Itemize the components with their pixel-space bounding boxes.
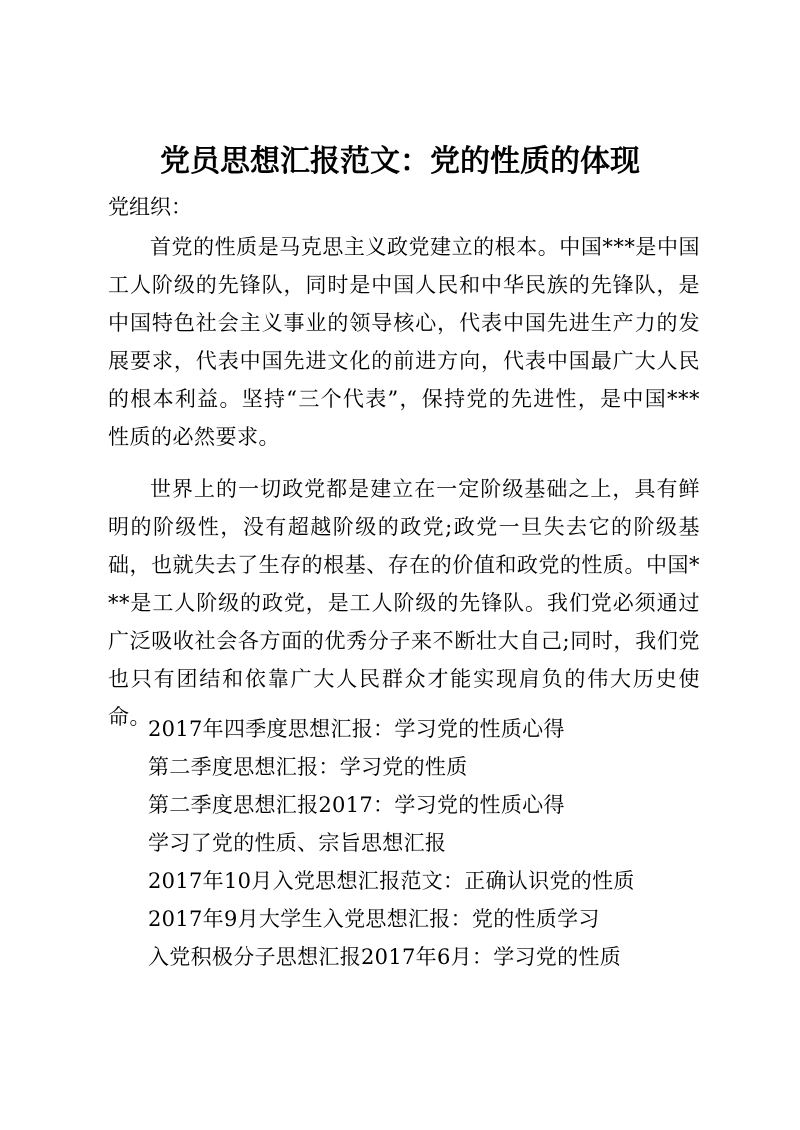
salutation: 党组织： [108,195,192,219]
related-link[interactable]: 入党积极分子思想汇报2017年6月：学习党的性质 [148,945,622,969]
document-title: 党员思想汇报范文：党的性质的体现 [160,144,640,179]
related-links-list [148,710,635,976]
related-link[interactable]: 第二季度思想汇报：学习党的性质 [148,755,468,779]
related-link[interactable]: 学习了党的性质、宗旨思想汇报 [148,831,447,855]
related-link[interactable]: 2017年四季度思想汇报：学习党的性质心得 [148,717,565,741]
body-paragraph: 世界上的一切政党都是建立在一定阶级基础之上，具有鲜明的阶级性，没有超越阶级的政党;政党一旦失去它的阶级基础，也就失去了生存的根基、存在的价值和政党的性质。中国***是工人阶级的政党，是工人阶级的先锋队。我们党必须通过广泛吸收社会各方面的优秀分子来不断壮大自己;同时，我们党也只有团结和依靠广大人民群众才能实现肩负的伟大历史使命。 [108,477,700,729]
related-link[interactable]: 2017年9月大学生入党思想汇报：党的性质学习 [148,907,600,931]
body-paragraph: 首党的性质是马克思主义政党建立的根本。中国***是中国工人阶级的先锋队，同时是中国人民和中华民族的先锋队，是中国特色社会主义事业的领导核心，代表中国先进生产力的发展要求，代表中国先进文化的前进方向，代表中国最广大人民的根本利益。坚持“三个代表”，保持党的先进性，是中国***性质的必然要求。 [108,235,700,449]
related-link[interactable]: 2017年10月入党思想汇报范文：正确认识党的性质 [148,869,635,893]
related-link[interactable]: 第二季度思想汇报2017：学习党的性质心得 [148,793,565,817]
